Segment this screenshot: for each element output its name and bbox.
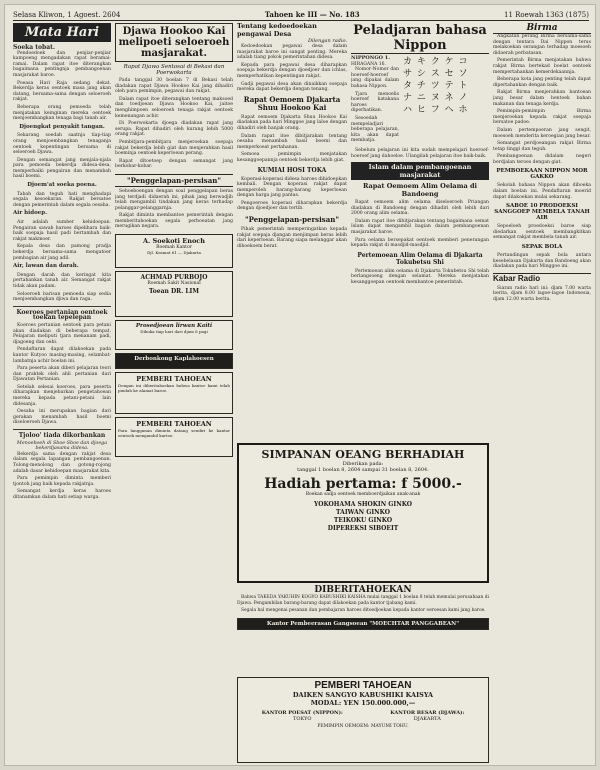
daiken-modal: MODAL: YEN 150.000.000,— bbox=[310, 699, 416, 707]
headline-kumiai: KUMIAI HOSI TOKA bbox=[257, 166, 327, 174]
article-saboe-10: Sepoeloeh proedoeksi baroe siap diedarkan oentoek membangkitkan semangat rakjat membela tanah air. bbox=[493, 224, 591, 241]
headline-penggelapan: "Penggelapan-persisan" bbox=[245, 215, 339, 225]
ad-pemberi-tahoean-2: PEMBERI TAHOEAN Para langganan diminta datang sendiri ke kantor oentoek mengambil kartoe. bbox=[115, 417, 233, 457]
subheadline-rapat: Rapat Djawa Sentosai di Bekasi dan Poerwokarta bbox=[123, 64, 225, 76]
bank-list: YOKOHAMA SHOKIN GINKO TAIWAN GINKO TEIKOKU GINKO DIPEREKSI SIBOEIT bbox=[313, 501, 413, 532]
katakana-chart: カ キ ク ケ コ サ シ ス セ ソ タ チ ツ テ ト ナ ニ ヌ ネ ノ ハ ヒ フ ヘ ホ bbox=[403, 57, 469, 115]
subheadline-radio: Dilengan radio. bbox=[307, 38, 347, 44]
headline-sepak-bola: SEPAK BOLA bbox=[521, 244, 563, 251]
article-djawa-hookoo: Pada tanggal 30 boelan 7 di Bekasi telah diadakan rapat Djawa Hookoo Kai jang dihadiri oleh para pemimpin, pegawai dan rakjat. Dalam rapat itoe diterangkan tentang maksoed dan toedjoean Djawa Hookoo Kai, jaitoe menghimpoen seloeroeh tenaga rakjat oentoek kemenangan achir. Di Poerwokarta djoega diadakan rapat jang serupa. Rapat dihadiri oleh kurang lebih 5000 orang rakjat. Pembitjara-pembitjara menjeroekan soepaja rakjat bekerdja lebih giat dan menjerahkan hasil boeminja oentoek keperloean perang. Rapat ditoetoep dengan semangat jang berkobar-kobar. bbox=[115, 78, 233, 170]
article-kumiai: Koperasi-koperasi didesa haroes dihidoepkan kembali. Dengan koperasi rakjat dapat memperoleh barang-barang keperloean dengan harga jang pantas. Pengoeroes koperasi diharapkan bekerdja dengan djoedjoer dan tertib. bbox=[237, 176, 347, 212]
ad-soekoti-enoch: A. Soekoti Enoch Roemah Kantor Djl. Kramat 61 — Djakarta bbox=[115, 234, 233, 268]
column-bahasa-nippon: Peladjaran bahasa Nippon NIPPONGO 1. HIRAGANA 16. Nomor-Nomor dan hoeroef-hoeroef jang dipakai dalam bahasa Nippon. Tjara menoelis hoeroef katakana haroes diperhatikan. Sesoedah mempeladjari beberapa pelajaran, kita akan dapat membatja. カ キ ク ケ コ サ シ ス セ ソ タ チ ツ テ ト ナ ニ ヌ ネ ノ ハ ヒ フ ヘ ホ Sebelum pelajaran ini kita sudah mempelajari hoeroef-hoeroef jang dahoeloe. Ulangilah pelajaran itoe baik-baik. Islam dalam pembangoenan masjarakat Rapat Oemoem Alim Oelama di Bandoeng Rapat oemoem alim oelama diseloeroeh Priangan diadakan di Bandoeng dengan dihadiri oleh lebih dari 2000 orang alim oelama. Dalam rapat itoe dibitjarakan tentang bagaimana oemat Islam dapat mengambil bagian dalam pembangoenan masjarakat baroe. Para oelama bersepakat oentoek memberi penerangan kepada rakjat di masdjid-masdjid. Pertemoean Alim Oelama di Djakarta Tokubetsu Shi Pertemoean alim oelama di Djakarta Tokubetsu Shi telah berlangsoeng dengan selamat. Mereka menjatakan kesanggoepan oentoek membantoe pemerintah. bbox=[351, 23, 489, 286]
headline-birma: Birma bbox=[493, 23, 591, 34]
headline-pelajaran-nippon: Peladjaran bahasa Nippon bbox=[351, 23, 489, 54]
article-pertemoean: Pertemoean alim oelama di Djakarta Tokubetsu Shi telah berlangsoeng dengan selamat. Mereka menjatakan kesanggoepan oentoek membantoe pemerintah. bbox=[351, 268, 489, 286]
article-nippon-gakko: Sekolah bahasa Nippon akan diboeka dalam boelan ini. Pendaftaran moerid dapat dilakoekan mulai sekarang. bbox=[493, 183, 591, 200]
headline-islam: Islam dalam pembangoenan masjarakat bbox=[351, 162, 489, 180]
article-rapat-shuu: Rapat oemoem Djakarta Shuu Hookoo Kai diadakan pada hari Minggoe jang laloe dengan dihadiri oleh banjak orang. Dalam rapat itoe dibitjarakan tentang oesaha menambah hasil boemi dan memperkoeat pertahanan. Semoea pemimpin menjatakan kesanggoepannja oentoek bekerdja lebih giat. bbox=[237, 114, 347, 163]
article-pengawai-desa: Kedoedoekan pegawai desa dalam masjarakat baroe ini sangat penting. Mereka adalah tiang pokok pemerintahan didesa. Kepada para pegawai desa diharapkan soepaja bekerdja dengan djoedjoer dan ichlas, memperhatikan kepentingan rakjat. Gadji pegawai desa akan dinaikkan soepaja mereka dapat bekerdja dengan tenang. bbox=[237, 44, 347, 93]
heading-air-lawan: Air, lawan dan darah. bbox=[13, 263, 79, 270]
notices-block bbox=[351, 429, 489, 549]
headline-kabar-radio: Kabar Radio bbox=[493, 273, 591, 283]
heading-air-hidoep: Air hidoep. bbox=[13, 210, 48, 217]
headline-djawa-hookoo: Djawa Hookoo Kai melipoeti seloeroeh masjarakat. bbox=[115, 23, 233, 62]
masthead-date: Selasa Kliwon, 1 Agoest. 2604 bbox=[13, 10, 121, 19]
daiken-company: DAIKEN SANGYO KABUSHIKI KAISYA bbox=[292, 691, 434, 699]
headline-penggelapan-2: "Penggelapan-persisan" bbox=[115, 174, 233, 187]
subheading-menoeboeh: Menoeboeh di Sboe-Sboe dan djoega bekerdjasama didesa. bbox=[16, 440, 108, 452]
column-mata-hari bbox=[13, 23, 111, 763]
headline-pertemoean-djakarta: Pertemoean Alim Oelama di Djakarta Tokubetsu Shi bbox=[357, 251, 483, 266]
masthead bbox=[13, 9, 589, 21]
daiken-offices: KANTOR POESAT (NIPPON): TOKYO KANTOR BESAR (DJAWA): DJAKARTA bbox=[261, 710, 465, 722]
ad-prosedjoean: Prosedjoean lirwan Kaiti Dibuka tiap hari dari djam 8 pagi bbox=[115, 320, 233, 350]
daiken-title: PEMBERI TAHOEAN bbox=[314, 680, 412, 691]
heading-koeroes-pertanian: Koeroes pertanian oentoek toekan tepelepan bbox=[16, 308, 108, 322]
article-penggelapan-2: Sehoeboengan dengan soal penggelapan beras jang terdjadi didaerah ini, pihak jang berwadjib telah mengambil tindakan jang keras terhadap pelanggar-pelanggarnja. Rakjat diminta membantoe pemerintah dengan memberitahoekan segala perboeatan jang merugikan negara. bbox=[115, 188, 233, 230]
heading-djoemat: Djoem'at soeka poena. bbox=[27, 182, 97, 189]
heading-djoengkat: Djoengkat penyakit tangan. bbox=[19, 123, 105, 130]
mata-hari-body: Soeka tobat. Pendoedoek dan penjiar-penjiar kampoeng mengadakan rapat beramai-ramai. Dalam rapat itoe diterangkan bagaimana pentingnja pembangoenan masjarakat baroe. Poeasa Hari Raja sedang dekat. Bekerdja keras oentoek masa jang akan datang, bersama-sama dengan seloeroeh rakjat. Beberapa orang pemoeda telah menjatakan keinginan mereka oentoek menjoembangkan tenaga bagi tanah air. Djoengkat penyakit tangan. Sekarang soedah saatnja tiap-tiap orang menjoembangkan tenaganja oentoek kepentingan bersama di seloeroeh Djawa. Dengan semangat jang menjala-njala para pemoeda bekerdja didesa-desa, memperbaiki pengairan dan menambah hasil boemi. Djoem'at soeka poena. Tabah dan teguh hati menghadapi segala kesoekaran. Rakjat bersatoe dengan pemerintah dalam segala oesaha. Air hidoep. Air adalah sumber kehidoepan. Pengairan sawah haroes dipelihara baik-baik soepaja hasil padi bertambah dan rakjat makmoer. Kepala desa dan pamong pradja bekerdja bersama-sama mengatoer pembagian air jang adil. Air, lawan dan darah. Dengan darah dan keringat kita pertahankan tanah air. Semangat rakjat tidak akan padam. Seloeroeh barisan pemoeda siap sedia menjoembangkan djiwa dan raga. Koeroes pertanian oentoek toekan tepelepan Koeroes pertanian oentoek para petani akan diadakan di beberapa tempat. Pelajaran meliputi tjara menanam padi, djagoeng dan oebi. Pendaftaran dapat dilakoekan pada kantor Kutyoo masing-masing, selambat-lambatnja achir boelan ini. Para peserta akan diberi pelajaran teori dan praktek oleh ahli pertanian dari Djawatan Pertanian. Setelah selesai koeroes, para peserta diharapkan menjebarkan pengetahoean mereka kepada petani-petani lain didesanja. Oesaha ini merupakan bagian dari gerakan menambah hasil boemi diseloeroeh Djawa. Tjoloo' tiada dikorbankan Menoeboeh di Sboe-Sboe dan djoega bekerdjasama didesa. Bekerdja sama dengan rakjat desa dalam segala lapangan pembangoenan. Tolong-menolong dan gotong-rojong adalah dasar kehidoepan masjarakat kita. Para pemimpin diminta memberi tjontoh jang baik kepada rakjatnja. Semangat kerdja keras haroes ditanamkan dalam hati setiap warga. bbox=[13, 44, 111, 500]
simpanan-title: SIMPANAN OEANG BERHADIAH bbox=[261, 448, 465, 461]
heading-tjoloo: Tjoloo' tiada dikorbankan bbox=[18, 432, 106, 440]
ad-achmad-purbojo: ACHMAD PURBOJO Roemah Sakit Nasional Toean DR. LIM bbox=[115, 271, 233, 317]
column-birma bbox=[493, 23, 591, 763]
headline-saboe-10: SABOE 10 PRODOEKSI SANGGOEP MEMBELA TANAH AIR bbox=[494, 203, 590, 222]
headline-pengawai-desa: Tentang kedoedoekan pengawai Desa bbox=[237, 23, 317, 38]
article-birma: Angkatan perang Birma bersama-sama dengan tentara Dai Nippon terus melakoekan serangan terhadap moesoeh didaerah perbatasan. Pemerintah Birma menjatakan bahwa rakjat Birma bertekad boelat oentoek mempertahankan kemerdekaannja. Beberapa kota jang penting telah dapat dipertahankan dengan baik. Rakjat Birma menjerahkan bantoean jang besar dalam bentoek bahan makanan dan tenaga kerdja. Pemimpin-pemimpin Birma menjeroekan kepada rakjat soepaja bersatoe padoe. Dalam pertempoeran jang sengit, moesoeh menderita keroegian jang besar. Semangat perdjoeangan rakjat Birma tetap tinggi dan teguh. Pembangoenan didalam negeri berdjalan teroes dengan giat. bbox=[493, 34, 591, 165]
ad-kantor-moechtar: Kantor Pembeerasan Gangsoean "MOECHTAR PANGGABEAN" bbox=[237, 618, 489, 630]
headline-rapat-shuu: Rapat Oemoem Djakarta Shuu Hookoo Kai bbox=[243, 94, 341, 112]
article-kabar-radio: Siaran radio hari ini: djam 7.00 warta berita, djam 8.00 lagoe-lagoe Indonesia, djam 12.00 warta berita. bbox=[493, 285, 591, 302]
ad-pemberi-tahoean-1: PEMBERI TAHOEAN Dengan ini diberitahoekan bahwa kantor kami telah pindah ke alamat baroe. bbox=[115, 372, 233, 414]
article-alim-oelama: Rapat oemoem alim oelama diseloeroeh Priangan diadakan di Bandoeng dengan dihadiri oleh lebih dari 2000 orang alim oelama. Dalam rapat itoe dibitjarakan tentang bagaimana oemat Islam dapat mengambil bagian dalam pembangoenan masjarakat baroe. Para oelama bersepakat oentoek memberi penerangan kepada rakjat di masdjid-masdjid. bbox=[351, 200, 489, 249]
article-sepak-bola: Pertandingan sepak bola antara kesebelasan Djakarta dan Bandoeng akan diadakan pada hari Minggoe ini. bbox=[493, 253, 591, 270]
masthead-issue: Tahoen ke III — No. 183 bbox=[264, 10, 360, 19]
diberitahoekan-title: DIBERITAHOEKAN bbox=[314, 585, 412, 595]
hadiah-pertama: Hadiah pertama: f 5000.- bbox=[264, 476, 462, 492]
newspaper-page bbox=[4, 4, 596, 766]
headline-nippon-gakko: PEMBOEKAAN NIPPON MOR GAKKO bbox=[496, 168, 588, 181]
headline-rapat-alim-oelama: Rapat Oemoem Alim Oelama di Bandoeng bbox=[362, 182, 478, 199]
ad-pemberi-tahoean-daiken: PEMBERI TAHOEAN DAIKEN SANGYO KABUSHIKI KAISYA MODAL: YEN 150.000.000,— KANTOR POESAT (NIPPON): TOKYO KANTOR BESAR (DJAWA): DJAKARTA PEMIMPIN OEMOEM: MAYUMI TOHU. bbox=[237, 677, 489, 763]
ad-derbonkong: Derbonkong Kaplahoesen bbox=[115, 353, 233, 369]
column-pengawai-desa bbox=[237, 23, 347, 443]
diberitahoekan-block: DIBERITAHOEKAN Bahwa TAKEDA YAKUHIN KOGYO KABUSHIKI KAISHA mulai tanggal 1 boelan 8 telah memulai perusahaan di Djawa. Pengambilan barang-barang dapat dilakoekan pada kantor tjabang kami. Segala hal mengenai pesanan dan pembajaran haroes ditoedjoekan kepada kantor oeroesan kami jang baroe. Kantor Pembeerasan Gangsoean "MOECHTAR PANGGABEAN" bbox=[237, 585, 489, 675]
article-penggelapan: Pihak pemerintah memperingatkan kepada rakjat soepaja djangan menjimpan beras lebih dari keperloean. Barang siapa melanggar akan dihoekoem berat. bbox=[237, 227, 347, 249]
column-djawa-hookoo bbox=[115, 23, 233, 763]
masthead-hijri-date: 11 Roewah 1363 (1875) bbox=[504, 10, 589, 19]
ad-simpanan-oeang: SIMPANAN OEANG BERHADIAH Diberikan pada: tanggal 1 boelan 8, 2604 sampai 31 boelan 8, 2604. Hadiah pertama: f 5000.- Boekan sadja oentoek memboerdjaikan anak-anak YOKOHAMA SHOKIN GINKO TAIWAN GINKO TEIKOKU GINKO DIPEREKSI SIBOEIT bbox=[237, 443, 489, 583]
mata-hari-title: Mata Hari bbox=[13, 23, 111, 42]
heading-soeka-tobat: Soeka tobat. bbox=[13, 44, 56, 51]
lesson-text: NIPPONGO 1. HIRAGANA 16. Nomor-Nomor dan hoeroef-hoeroef jang dipakai dalam bahasa Nippon. Tjara menoelis hoeroef katakana haroes diperhatikan. Sesoedah mempeladjari beberapa pelajaran, kita akan dapat membatja. bbox=[351, 55, 399, 144]
